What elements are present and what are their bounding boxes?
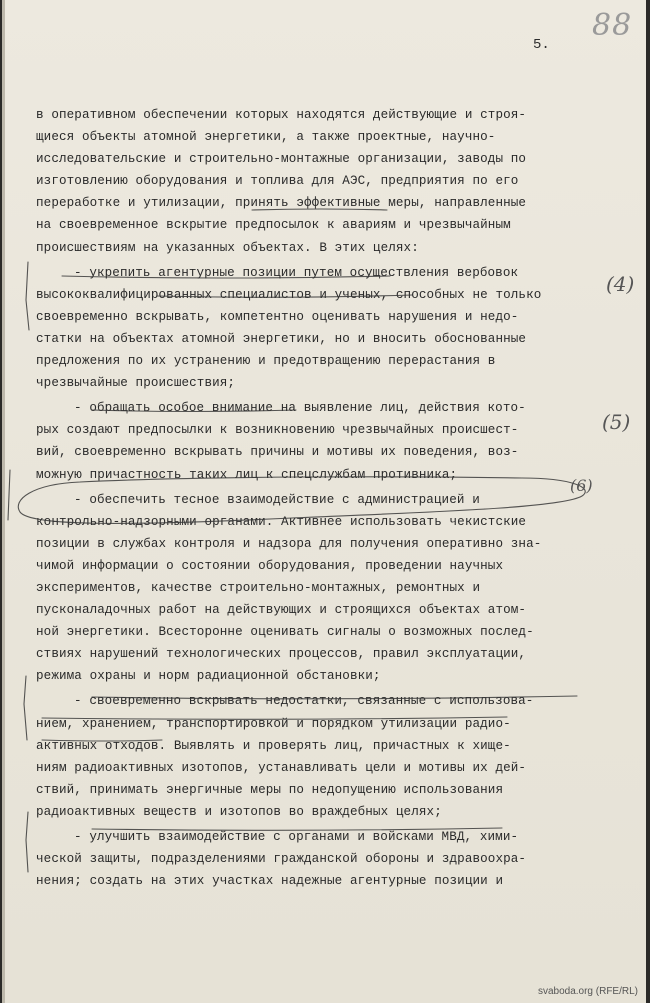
underline-mark <box>92 410 296 412</box>
margin-mark-6: (6) <box>570 476 593 495</box>
underline-mark <box>92 828 502 830</box>
text-line: позиции в службах контроля и надзора для получения оперативно зна- <box>36 536 542 551</box>
margin-mark-4: (4) <box>606 272 635 296</box>
underline-mark <box>157 295 412 297</box>
text-line: на своевременное вскрытие предпосылок к авариям и чрезвычайным <box>36 218 511 233</box>
text-line: изготовлению оборудования и топлива для АЭС, предприятия по его <box>36 174 519 189</box>
text-line: переработке и утилизации, принять эффективные меры, направленные <box>36 196 527 211</box>
text-line: - улучшить взаимодействие с органами и войсками МВД, хими- <box>74 830 519 844</box>
text-line: своевременно вскрывать, компетентно оценивать нарушения и недо- <box>36 309 519 324</box>
text-line: статки на объектах атомной энергетики, но и вносить обоснованные <box>36 331 527 346</box>
page-number: 5. <box>533 37 550 53</box>
margin-mark-5: (5) <box>602 410 631 434</box>
text-line: нием, хранением, транспортировкой и порядком утилизации радио- <box>36 716 511 731</box>
text-line: рых создают предпосылки к возникновению чрезвычайных происшест- <box>36 423 519 438</box>
text-line: можную причастность таких лиц к спецслужбам противника; <box>36 467 458 482</box>
side-mark <box>8 470 10 520</box>
pencil-annotations <box>2 0 646 1003</box>
bracket-mark <box>26 812 28 872</box>
text-line: ческой защиты, подразделениями гражданской обороны и здравоохра- <box>36 852 527 867</box>
text-line: высококвалифицированных специалистов и ученых, способных не только <box>36 287 542 302</box>
text-line: щиеся объекты атомной энергетики, а также проектные, научно- <box>36 130 496 145</box>
text-line: контрольно-надзорными органами. Активнее использовать чекистские <box>36 514 527 529</box>
text-line: - своевременно вскрывать недостатки, связанные с использова- <box>74 694 534 709</box>
text-line: ной энергетики. Всесторонне оценивать сигналы о возможных послед- <box>36 625 534 640</box>
text-line: - укрепить агентурные позиции путем осуществления вербовок <box>74 265 519 280</box>
handwritten-folio-number: 88 <box>592 8 633 43</box>
text-line: исследовательские и строительно-монтажные организации, заводы по <box>36 152 527 167</box>
loop-mark <box>18 477 585 524</box>
underline-mark <box>92 696 577 699</box>
text-line: экспериментов, качестве строительно-монтажных, ремонтных и <box>36 580 481 595</box>
text-line: в оперативном обеспечении которых находятся действующие и строя- <box>36 108 527 122</box>
text-line: - обращать особое внимание на выявление лиц, действия кото- <box>74 401 526 416</box>
text-line: ниям радиоактивных изотопов, устанавливать цели и мотивы их дей- <box>36 760 527 775</box>
underline-mark <box>42 740 162 741</box>
text-line: ствиях нарушений технологических процессов, правил эксплуатации, <box>36 647 527 662</box>
text-line: - обеспечить тесное взаимодействие с администрацией и <box>74 492 480 507</box>
bracket-mark <box>24 676 27 740</box>
text-line: чимой информации о состоянии оборудования, проведении научных <box>36 558 504 573</box>
text-line: режима охраны и норм радиационной обстановки; <box>36 669 381 684</box>
text-line: активных отходов. Выявлять и проверять лиц, причастных к хище- <box>36 738 511 753</box>
underline-mark <box>252 209 387 210</box>
text-line: пусконаладочных работ на действующих и строящихся объектах атом- <box>36 603 527 618</box>
text-line: нения; создать на этих участках надежные агентурные позиции и <box>36 874 504 889</box>
text-line: радиоактивных веществ и изотопов во враждебных целях; <box>36 804 442 819</box>
source-watermark: svaboda.org (RFE/RL) <box>537 986 638 997</box>
document-page <box>2 0 646 1003</box>
text-line: ствий, принимать энергичные меры по недопущению использования <box>36 782 504 797</box>
text-line: вий, своевременно вскрывать причины и мотивы их поведения, воз- <box>36 445 519 460</box>
underline-mark <box>42 717 507 719</box>
text-line: происшествиям на указанных объектах. В этих целях: <box>36 240 419 255</box>
underline-mark <box>62 276 390 278</box>
text-line: предложения по их устранению и предотвращению перерастания в <box>36 354 496 369</box>
text-line: чрезвычайные происшествия; <box>36 376 236 391</box>
bracket-mark <box>26 262 29 330</box>
